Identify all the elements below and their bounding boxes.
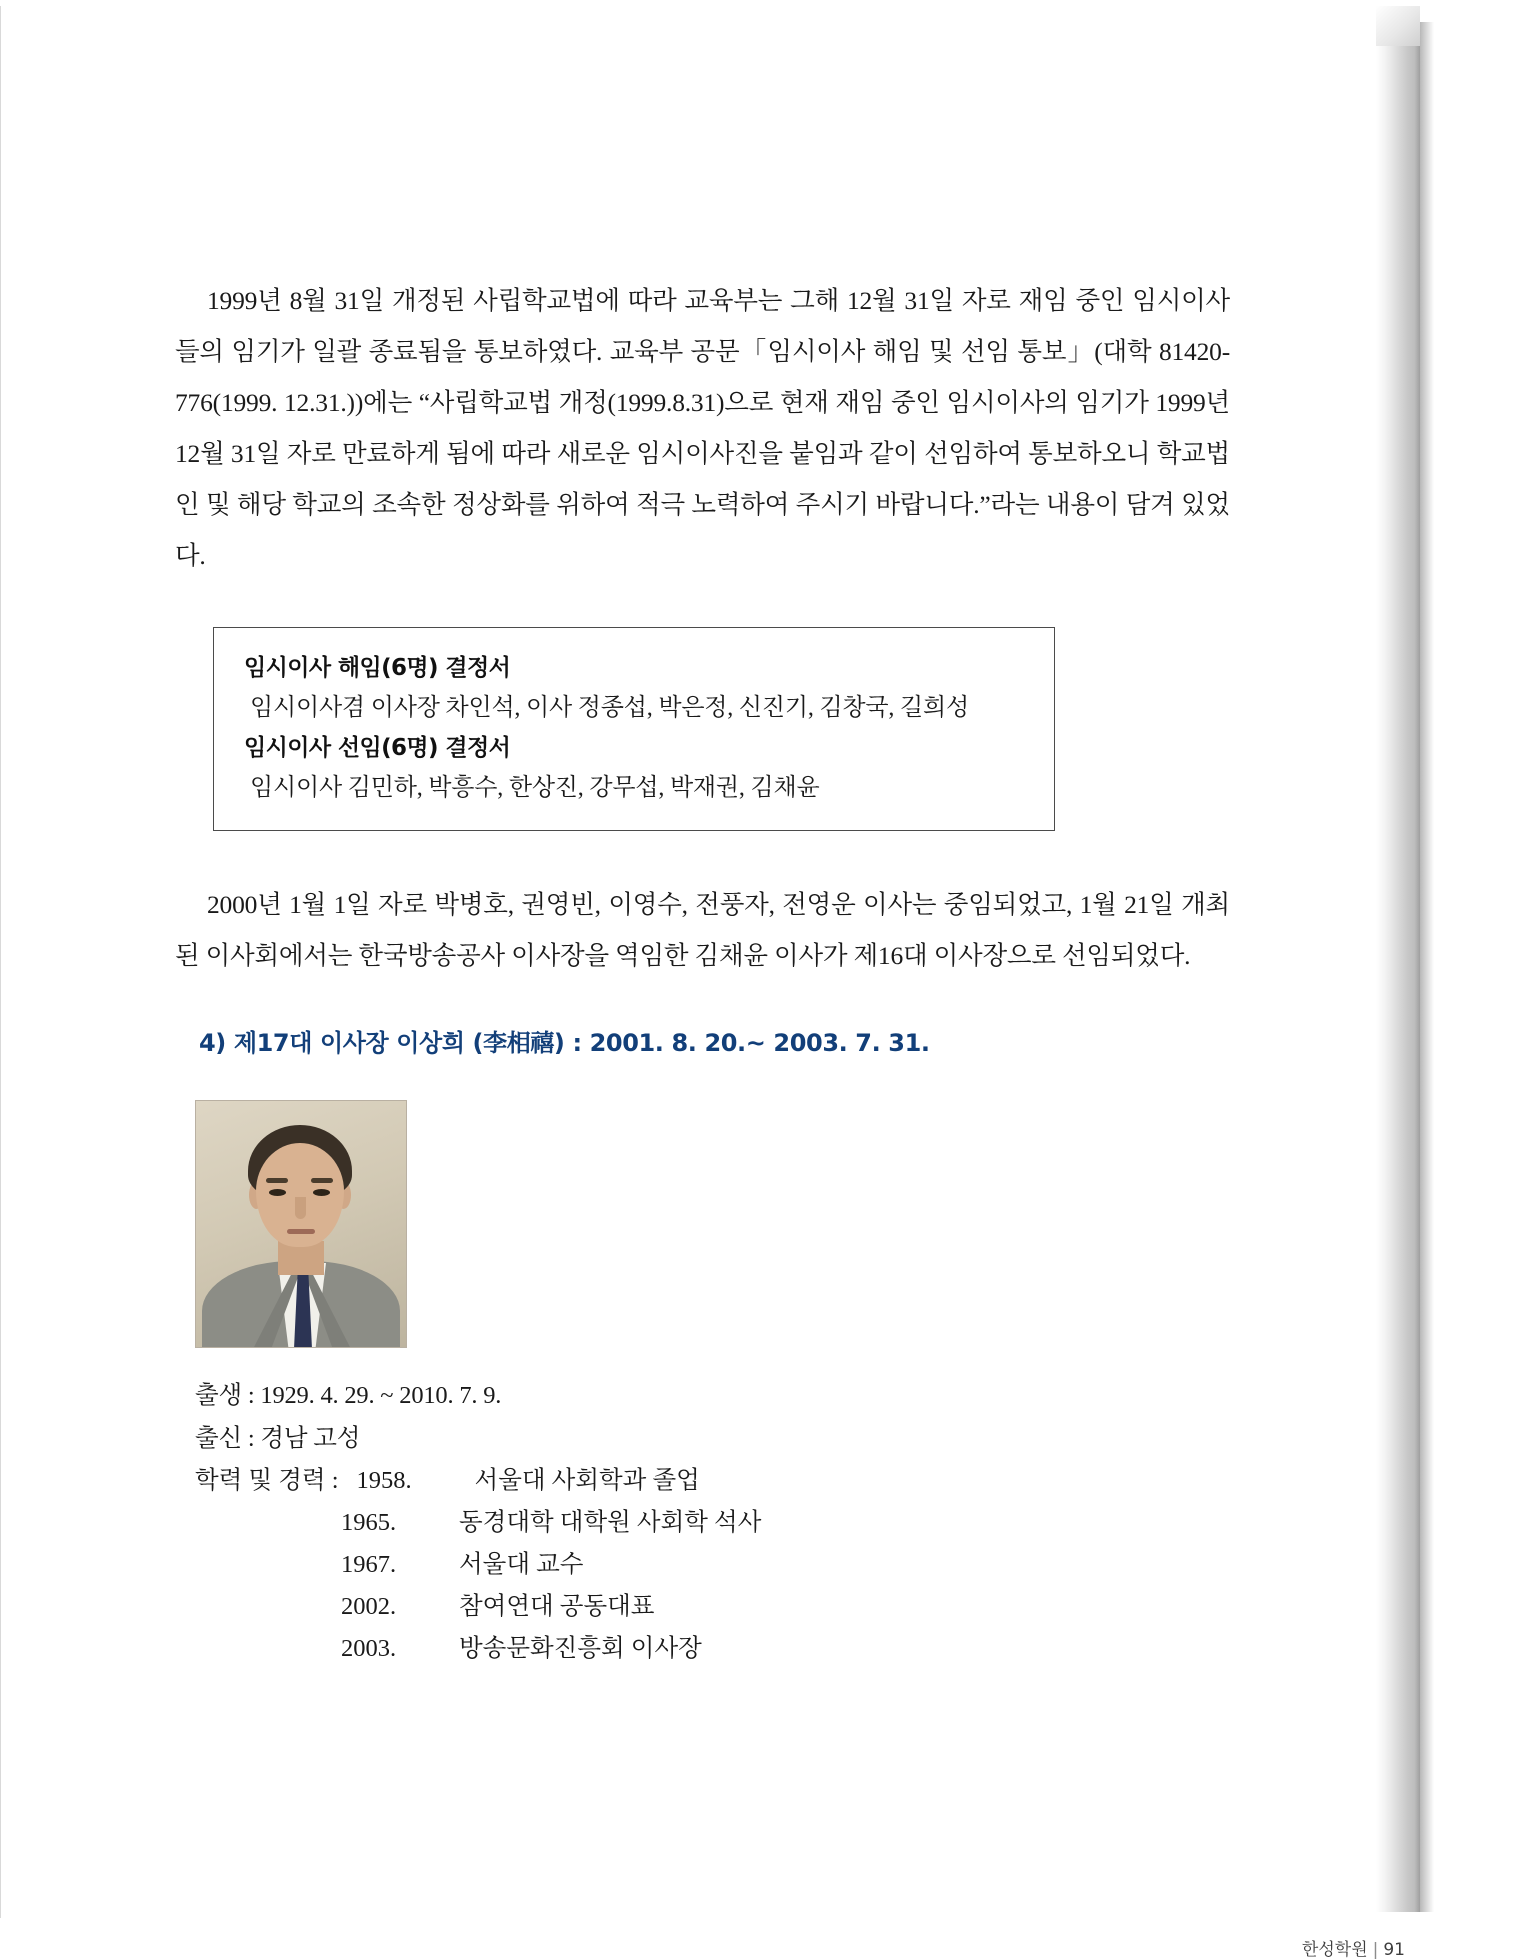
portrait-mouth (287, 1229, 315, 1234)
career-text: 서울대 교수 (459, 1551, 584, 1578)
career-year: 1967. (341, 1551, 397, 1578)
career-indent (195, 1544, 341, 1586)
career-year: 1958. (356, 1467, 412, 1494)
portrait-eye-right (313, 1189, 330, 1196)
page-right-edge (1376, 6, 1420, 1912)
footer-book-title: 한성학원 (1301, 1940, 1368, 1960)
section-heading: 4) 제17대 이사장 이상희 (李相禧) : 2001. 8. 20.~ 2003. 7. 31. (199, 1029, 930, 1057)
career-year: 2003. (341, 1635, 397, 1662)
career-text: 참여연대 공동대표 (459, 1593, 655, 1620)
portrait-photo (195, 1100, 407, 1348)
spacer (175, 581, 1230, 627)
dismissal-members: 임시이사겸 이사장 차인석, 이사 정종섭, 박은정, 신진기, 김창국, 길희성 (250, 695, 969, 721)
after-box-paragraph: 2000년 1월 1일 자로 박병호, 권영빈, 이영수, 전풍자, 전영운 이사는 중임되었고, 1월 21일 개최된 이사회에서는 한국방송공사 이사장을 역임한 김채윤 이사가 제16대 이사장으로 선임되었다. (175, 890, 1230, 970)
career-text: 방송문화진흥회 이사장 (459, 1635, 702, 1662)
page-footer (175, 1935, 1405, 1960)
career-indent (195, 1628, 341, 1670)
page-content (175, 275, 1405, 1960)
career-indent (195, 1502, 341, 1544)
career-label: 학력 및 경력 : (195, 1467, 339, 1494)
portrait-eye-left (269, 1189, 286, 1196)
page-top-edge (1, 6, 1385, 12)
appointment-members: 임시이사 김민하, 박흥수, 한상진, 강무섭, 박재권, 김채윤 (250, 775, 820, 801)
career-text: 동경대학 대학원 사회학 석사 (459, 1509, 762, 1536)
portrait-nose (295, 1197, 306, 1219)
portrait-brow-left (266, 1178, 288, 1183)
career-year: 2002. (341, 1593, 397, 1620)
spacer (175, 831, 1230, 879)
career-row (195, 1586, 1230, 1628)
footer-page-number: 91 (1383, 1940, 1405, 1960)
dismissal-title: 임시이사 해임(6명) 결정서 (244, 655, 511, 681)
career-text: 서울대 사회학과 졸업 (474, 1467, 700, 1494)
career-row (195, 1544, 1230, 1586)
career-row (195, 1628, 1230, 1670)
page-right-edge-top (1376, 6, 1420, 46)
career-row (195, 1502, 1230, 1544)
intro-paragraph: 1999년 8월 31일 개정된 사립학교법에 따라 교육부는 그해 12월 31일 자로 재임 중인 임시이사들의 임기가 일괄 종료됨을 통보하였다. 교육부 공문「임시이사 해임 및 선임 통보」(대학 81420-776(1999. 12.31.))에는 “사립학교법 개정(1999.8.31)으로 현재 재임 중인 임시이사의 임기가 1999년 12월 31일 자로 만료하게 됨에 따라 새로운 임시이사진을 붙임과 같이 선임하여 통보하오니 학교법인 및 해당 학교의 조속한 정상화를 위하여 적극 노력하여 주시기 바랍니다.”라는 내용이 담겨 있었다. (175, 286, 1230, 570)
profile-birth: 출생 : 1929. 4. 29. ~ 2010. 7. 9. (195, 1382, 502, 1409)
portrait-brow-right (311, 1178, 333, 1183)
resolution-box (213, 627, 1055, 831)
career-year: 1965. (341, 1509, 397, 1536)
footer-separator: | (1372, 1940, 1379, 1960)
profile-block (195, 1374, 1230, 1670)
career-indent (195, 1586, 341, 1628)
appointment-title: 임시이사 선임(6명) 결정서 (244, 735, 511, 761)
profile-origin: 출신 : 경남 고성 (195, 1425, 361, 1452)
career-row (195, 1460, 1230, 1502)
page-drop-shadow (1420, 22, 1434, 1912)
spacer (175, 981, 1230, 1023)
